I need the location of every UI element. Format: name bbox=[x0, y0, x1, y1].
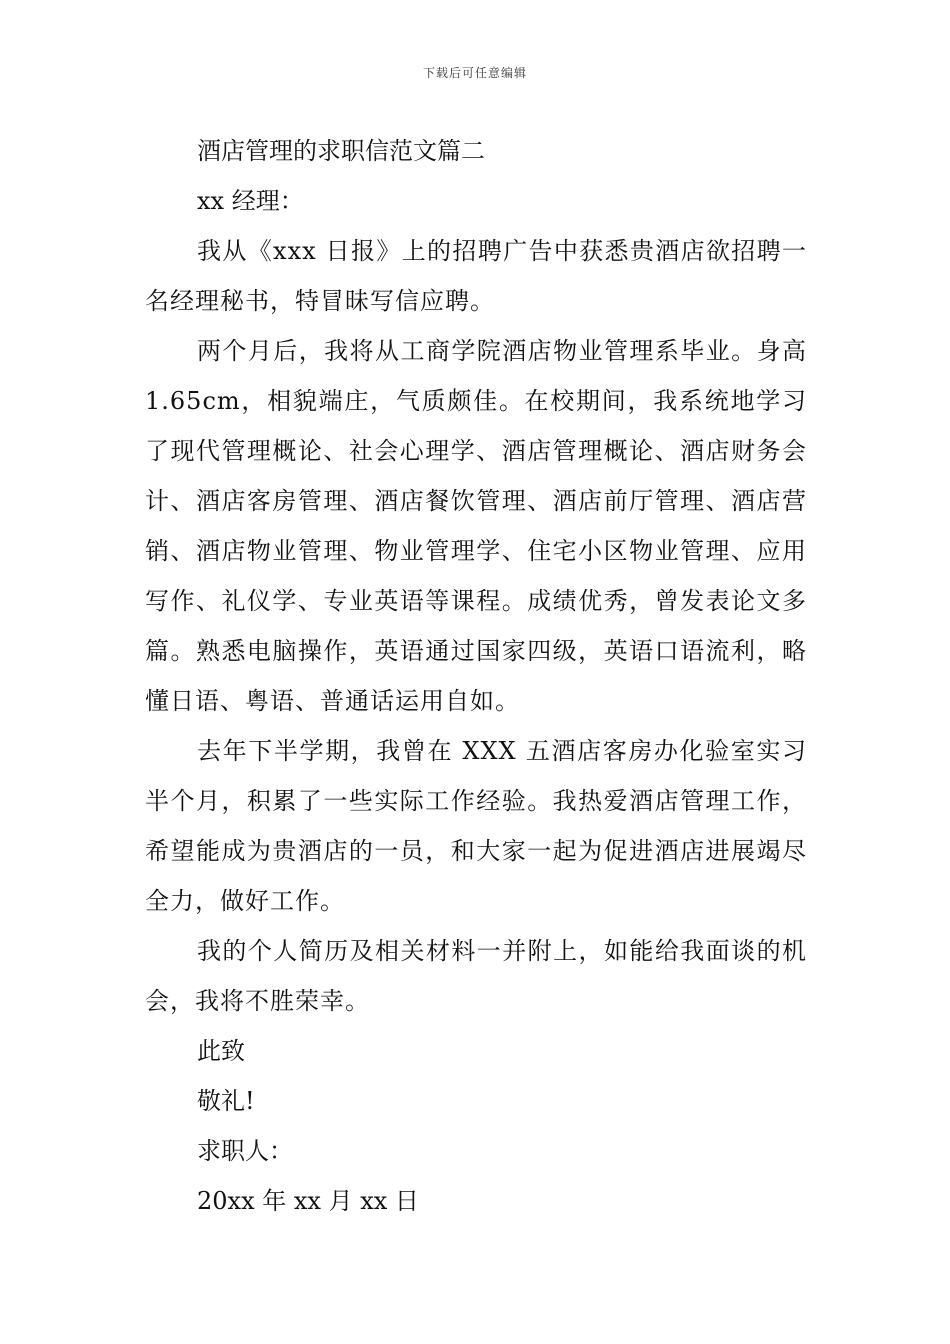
regards: 敬礼! bbox=[197, 1087, 255, 1115]
letter-body bbox=[145, 126, 807, 1226]
paragraph-education: 两个月后，我将从工商学院酒店物业管理系毕业。身高 1.65cm，相貌端庄，气质颇佳。在校期间，我系统地学习了现代管理概论、社会心理学、酒店管理概论、酒店财务会计、酒店客房管理、酒店餐饮管理、酒店前厅管理、酒店营销、酒店物业管理、物业管理学、住宅小区物业管理、应用写作、礼仪学、专业英语等课程。成绩优秀，曾发表论文多篇。熟悉电脑操作，英语通过国家四级，英语口语流利，略懂日语、粤语、普通话运用自如。 bbox=[145, 337, 807, 715]
paragraph-intro: 我从《xxx 日报》上的招聘广告中获悉贵酒店欲招聘一名经理秘书，特冒昧写信应聘。 bbox=[145, 237, 807, 315]
paragraph-closing-request: 我的个人简历及相关材料一并附上，如能给我面谈的机会，我将不胜荣幸。 bbox=[145, 937, 807, 1015]
signature-label: 求职人： bbox=[197, 1137, 293, 1165]
closing-phrase: 此致 bbox=[197, 1037, 245, 1065]
header-note: 下载后可任意编辑 bbox=[422, 66, 527, 80]
salutation: xx 经理： bbox=[197, 187, 304, 215]
paragraph-experience: 去年下半学期，我曾在 XXX 五酒店客房办化验室实习半个月，积累了一些实际工作经验。我热爱酒店管理工作，希望能成为贵酒店的一员，和大家一起为促进酒店进展竭尽全力，做好工作。 bbox=[145, 737, 807, 915]
letter-date: 20xx 年 xx 月 xx 日 bbox=[197, 1187, 419, 1215]
letter-title: 酒店管理的求职信范文篇二 bbox=[197, 137, 485, 165]
